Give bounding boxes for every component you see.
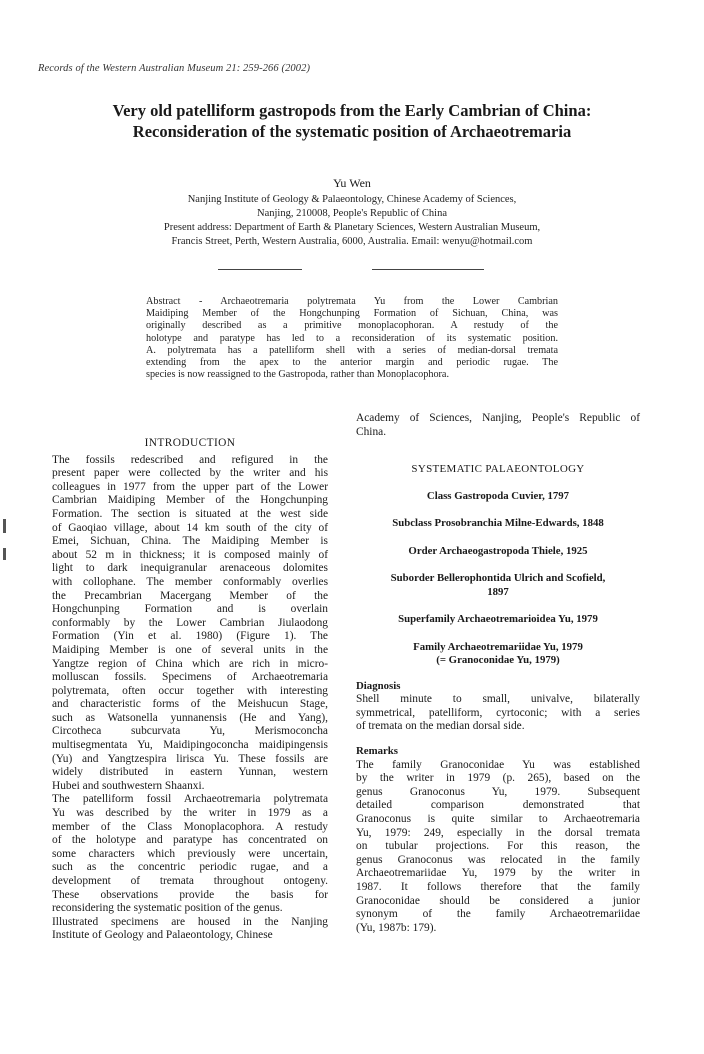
taxon-heading: (= Granoconidae Yu, 1979) xyxy=(436,654,560,667)
taxon-heading: Suborder Bellerophontida Ulrich and Scofield, xyxy=(390,572,606,585)
body-line: Archaeotremariidae Yu, 1979 by the writer in xyxy=(356,867,640,880)
body-line: Hongchunping Formation and is overlain xyxy=(52,603,328,616)
remarks-text xyxy=(356,759,640,936)
taxon-heading: Order Archaeogastropoda Thiele, 1925 xyxy=(408,544,588,557)
introduction-column xyxy=(52,437,328,943)
paper-title xyxy=(40,100,664,142)
body-line: colleagues in 1977 from the upper part of the Lower xyxy=(52,480,328,493)
body-line: such as the concentric periodic rugae, and a xyxy=(52,861,328,874)
abstract-line: A. polytremata has a patelliform shell with a series of median-dorsal tremata xyxy=(146,344,558,356)
abstract-line: originally described as a primitive monoplacophoran. A restudy of the xyxy=(146,320,558,332)
body-line: of tremata on the median dorsal side. xyxy=(356,720,525,733)
right-column xyxy=(356,412,640,935)
abstract-line: holotype and paratype has led to a reconsideration of its systematic position. xyxy=(146,332,558,344)
body-line: and characteristic forms of the Meishucun Stage, xyxy=(52,698,328,711)
body-line: Emei, Sichuan, China. The Maidiping Member is xyxy=(52,535,328,548)
body-line: genus Granoconus was relocated in the family xyxy=(356,853,640,866)
taxon-heading: Subclass Prosobranchia Milne-Edwards, 1848 xyxy=(392,517,604,530)
body-line: Yangtze region of China which are rich in micro- xyxy=(52,657,328,670)
body-line: China. xyxy=(356,425,387,438)
author: Yu Wen xyxy=(333,176,371,190)
taxon-heading: Class Gastropoda Cuvier, 1797 xyxy=(426,489,570,502)
body-line: Granoconus is quite similar to Archaeotremaria xyxy=(356,813,640,826)
abstract-line: Maidiping Member of the Hongchunping Formation of Sichuan, China, was xyxy=(146,308,558,320)
body-line: of the holotype and paratype has concentrated on xyxy=(52,834,328,847)
body-line: light to dark inequigranular arenaceous dolomites xyxy=(52,562,328,575)
remarks-heading: Remarks xyxy=(356,745,398,758)
body-line: with collophane. The member conformably overlies xyxy=(52,575,328,588)
body-line: genus Granoconus Yu, 1979. Subsequent xyxy=(356,785,640,798)
body-line: Circotheca subcurvata Yu, Merismoconcha xyxy=(52,725,328,738)
taxon-heading: Superfamily Archaeotremarioidea Yu, 1979 xyxy=(398,613,598,626)
body-line: of Gaoqiao village, about 14 km south of the city of xyxy=(52,521,328,534)
introduction-body xyxy=(52,454,328,943)
affiliation-line: Francis Street, Perth, Western Australia, 6000, Australia. Email: wenyu@hotmail.com xyxy=(171,236,533,247)
body-line: The family Granoconidae Yu was established xyxy=(356,758,640,771)
body-line: Cambrian Maidiping Member of the Hongchunping xyxy=(52,494,328,507)
taxonomy-list xyxy=(356,490,640,668)
body-line: Shell minute to small, univalve, bilaterally xyxy=(356,693,640,706)
body-line: widely distributed in eastern Yunnan, western xyxy=(52,766,328,779)
body-line: 1987. It follows therefore that the family xyxy=(356,881,640,893)
affiliation-line: Present address: Department of Earth & Planetary Sciences, Western Australian Museum, xyxy=(163,222,541,233)
introduction-continued xyxy=(356,412,640,439)
body-line: such as Watsonella yunnanensis (He and Yang), xyxy=(52,711,328,724)
affiliation-line: Nanjing Institute of Geology & Palaeontology, Chinese Academy of Sciences, xyxy=(187,194,517,205)
body-line: molluscan fossils. Specimens of Archaeotremaria xyxy=(52,671,328,684)
body-line: Maidiping Member is one of several units in the xyxy=(52,643,328,656)
body-line: reconsidering the systematic position of the genus. xyxy=(52,902,283,915)
title-line-2: Reconsideration of the systematic position of Archaeotremaria xyxy=(132,122,572,141)
body-line: polytremata, often occur together with interesting xyxy=(52,684,328,697)
body-line: These observations provide the basis for xyxy=(52,888,328,901)
margin-mark xyxy=(3,548,6,560)
introduction-heading: INTRODUCTION xyxy=(144,437,236,449)
systematic-heading: SYSTEMATIC PALAEONTOLOGY xyxy=(411,463,585,476)
body-line: on tubular projections. For this reason, the xyxy=(356,840,640,853)
body-line: multisegmentata Yu, Maidipingoconcha maidipingensis xyxy=(52,739,328,752)
body-line: symmetrical, patelliform, cyrtoconic; with a series xyxy=(356,706,640,719)
taxon-heading: 1897 xyxy=(487,585,509,598)
abstract-line: species is now reassigned to the Gastropoda, rather than Monoplacophora. xyxy=(146,369,449,381)
body-line: detailed comparison demonstrated that xyxy=(356,799,640,812)
body-line: Institute of Geology and Palaeontology, Chinese xyxy=(52,929,273,942)
body-line: The patelliform fossil Archaeotremaria polytremata xyxy=(52,793,328,806)
body-line: conformably by the Lower Cambrian Jiulaodong xyxy=(52,616,328,629)
body-line: Formation. The section is situated at the west side xyxy=(52,507,328,520)
title-line-1: Very old patelliform gastropods from the Early Cambrian of China: xyxy=(112,101,592,120)
body-line: synonym of the family Archaeotremariidae xyxy=(356,908,640,921)
body-line: by the writer in 1979 (p. 265), based on the xyxy=(356,772,640,785)
abstract xyxy=(146,296,558,381)
taxon-heading: Family Archaeotremariidae Yu, 1979 xyxy=(413,640,583,653)
body-line: development of tremata throughout ontogeny. xyxy=(52,875,328,887)
body-line: the Precambrian Macergang Member of the xyxy=(52,589,328,602)
body-line: some characters which previously were uncertain, xyxy=(52,847,328,860)
body-line: (Yu, 1987b: 179). xyxy=(356,921,437,934)
body-line: about 52 m in thickness; it is composed mainly of xyxy=(52,548,328,561)
body-line: (Yu) and Yangtzespira lirisca Yu. These fossils are xyxy=(52,752,328,765)
diagnosis-heading: Diagnosis xyxy=(356,679,401,692)
body-line: Yu was described by the writer in 1979 as a xyxy=(52,807,328,820)
body-line: The fossils redescribed and refigured in the xyxy=(52,453,328,466)
body-line: Yu, 1979: 249, especially in the dorsal tremata xyxy=(356,826,640,839)
body-line: member of the Class Monoplacophora. A restudy xyxy=(52,820,328,833)
affiliation-line: Nanjing, 210008, People's Republic of China xyxy=(257,208,447,219)
journal-citation: Records of the Western Australian Museum 21: 259-266 (2002) xyxy=(38,63,311,74)
body-line: Formation (Yin et al. 1980) (Figure 1). The xyxy=(52,630,328,643)
margin-mark xyxy=(3,519,6,533)
separator-rule xyxy=(372,269,484,270)
separator-rule xyxy=(218,269,302,270)
body-line: present paper were collected by the writer and his xyxy=(52,467,328,480)
abstract-line: Abstract - Archaeotremaria polytremata Yu from the Lower Cambrian xyxy=(146,296,558,307)
abstract-line: extending from the apex to the anterior margin and periodic rugae. The xyxy=(146,357,558,369)
diagnosis-text xyxy=(356,693,640,734)
body-line: Academy of Sciences, Nanjing, People's Republic of xyxy=(356,412,640,424)
affiliation xyxy=(90,193,614,249)
body-line: Hubei and southwestern Shaanxi. xyxy=(52,779,205,792)
body-line: Granoconidae should be considered a junior xyxy=(356,894,640,907)
body-line: Illustrated specimens are housed in the Nanjing xyxy=(52,915,328,928)
